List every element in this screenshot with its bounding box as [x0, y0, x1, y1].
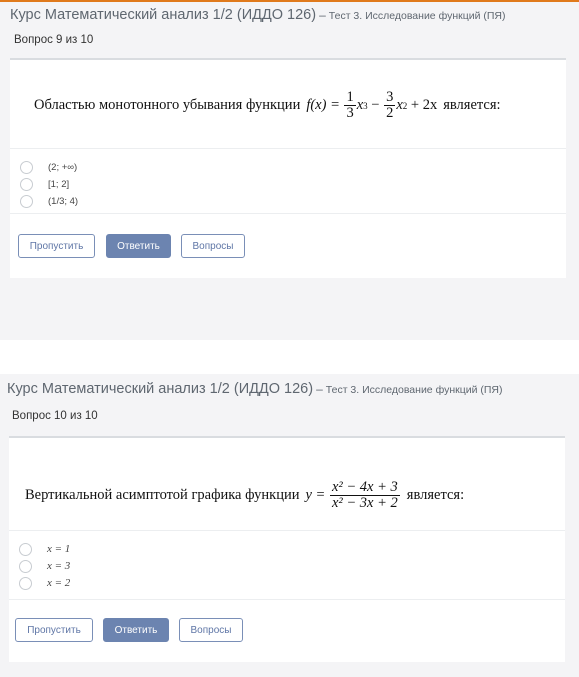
question-card: [9, 436, 565, 662]
questions-button[interactable]: Вопросы: [179, 618, 243, 642]
course-header: [7, 380, 503, 398]
question-text: [10, 60, 566, 149]
fraction-1-3: $\frac{1}{3}$: [346, 89, 354, 122]
questions-button[interactable]: Вопросы: [181, 234, 245, 258]
question-screen-10: [0, 374, 579, 677]
option-2[interactable]: [19, 558, 70, 574]
radio-button[interactable]: [20, 161, 33, 174]
header-separator: –: [319, 8, 326, 22]
fraction-3-2: $\frac{3}{2}$: [386, 89, 394, 122]
test-name: Тест 3. Исследование функций (ПЯ): [328, 10, 506, 22]
header-separator: –: [316, 382, 323, 396]
question-counter: Вопрос 9 из 10: [14, 34, 94, 46]
course-header: [10, 6, 506, 24]
question-text: [9, 438, 565, 531]
question-prefix: Областью монотонного убывания функции: [34, 97, 301, 114]
formula-fraction: $\frac{\text{x² − 4x + 3}}{\text{x² − 3x + 2}}$: [331, 479, 398, 512]
test-name: Тест 3. Исследование функций (ПЯ): [325, 384, 503, 396]
formula-lhs: f(x) =: [306, 97, 340, 114]
radio-button[interactable]: [20, 195, 33, 208]
screenshot-divider: [0, 340, 579, 374]
option-label: [1; 2]: [48, 178, 70, 190]
question-counter: Вопрос 10 из 10: [12, 410, 98, 422]
option-3[interactable]: [19, 575, 70, 591]
answer-options: [10, 149, 566, 214]
question-prefix: Вертикальной асимптотой графика функции: [25, 487, 300, 504]
radio-button[interactable]: [19, 577, 32, 590]
answer-button[interactable]: Ответить: [106, 234, 171, 258]
question-suffix: является:: [406, 487, 465, 504]
radio-button[interactable]: [19, 560, 32, 573]
skip-button[interactable]: Пропустить: [18, 234, 95, 258]
answer-button[interactable]: Ответить: [103, 618, 169, 642]
option-1[interactable]: [19, 541, 70, 557]
option-label: x = 2: [47, 577, 71, 589]
question-suffix: является:: [443, 97, 501, 114]
function-formula: [306, 480, 401, 511]
course-title: Курс Математический анализ 1/2 (ИДДО 126): [10, 7, 317, 23]
formula-lhs: y =: [305, 487, 326, 504]
skip-button[interactable]: Пропустить: [15, 618, 93, 642]
option-label: x = 1: [47, 543, 71, 555]
option-3[interactable]: [20, 193, 78, 209]
course-title: Курс Математический анализ 1/2 (ИДДО 126): [7, 381, 314, 397]
option-label: (2; +∞): [48, 161, 78, 173]
answer-options: [9, 531, 565, 600]
radio-button[interactable]: [19, 543, 32, 556]
function-formula: f(x) = $\frac{1}{3}$ x 3 − $\frac{3}{2}$ x 2 + 2x: [306, 89, 438, 122]
option-label: (1/3; 4): [48, 195, 79, 207]
radio-button[interactable]: [20, 178, 33, 191]
option-label: x = 3: [47, 560, 71, 572]
option-1[interactable]: [20, 159, 77, 175]
question-card: [10, 58, 566, 278]
option-2[interactable]: [20, 176, 69, 192]
